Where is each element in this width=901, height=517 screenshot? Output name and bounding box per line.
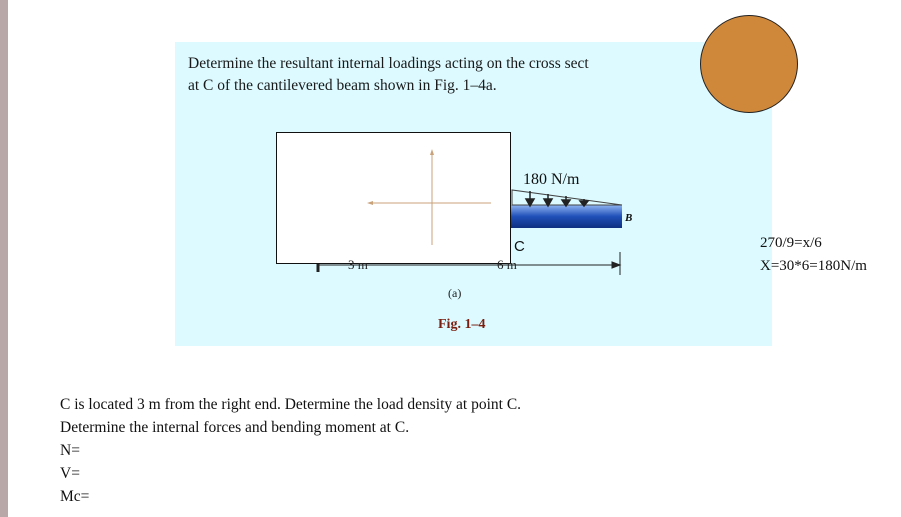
question-block xyxy=(60,393,521,508)
cursor-crosshair xyxy=(277,133,510,263)
point-c-label: C xyxy=(514,238,525,255)
problem-line-2: at C of the cantilevered beam shown in Fig. 1–4a. xyxy=(188,77,497,94)
figure-caption: Fig. 1–4 xyxy=(438,317,486,332)
dimension-3m-label: 3 m xyxy=(348,257,368,272)
point-b-label: B xyxy=(625,212,633,224)
load-intensity-label: 180 N/m xyxy=(523,171,580,188)
answer-v: V= xyxy=(60,465,80,482)
calculation-notes xyxy=(760,232,867,278)
white-cover-box xyxy=(276,132,511,264)
subfigure-caption: (a) xyxy=(448,286,462,300)
dimension-6m-label: 6 m xyxy=(497,257,517,272)
answer-n: N= xyxy=(60,442,80,459)
answer-mc: Mc= xyxy=(60,488,90,505)
question-line-2: Determine the internal forces and bending moment at C. xyxy=(60,419,410,436)
question-line-1: C is located 3 m from the right end. Determine the load density at point C. xyxy=(60,396,522,413)
problem-line-1: Determine the resultant internal loadings acting on the cross sect xyxy=(188,55,589,72)
calc-line-1: 270/9=x/6 xyxy=(760,235,822,251)
beam xyxy=(510,205,622,228)
calc-line-2: X=30*6=180N/m xyxy=(760,258,867,274)
